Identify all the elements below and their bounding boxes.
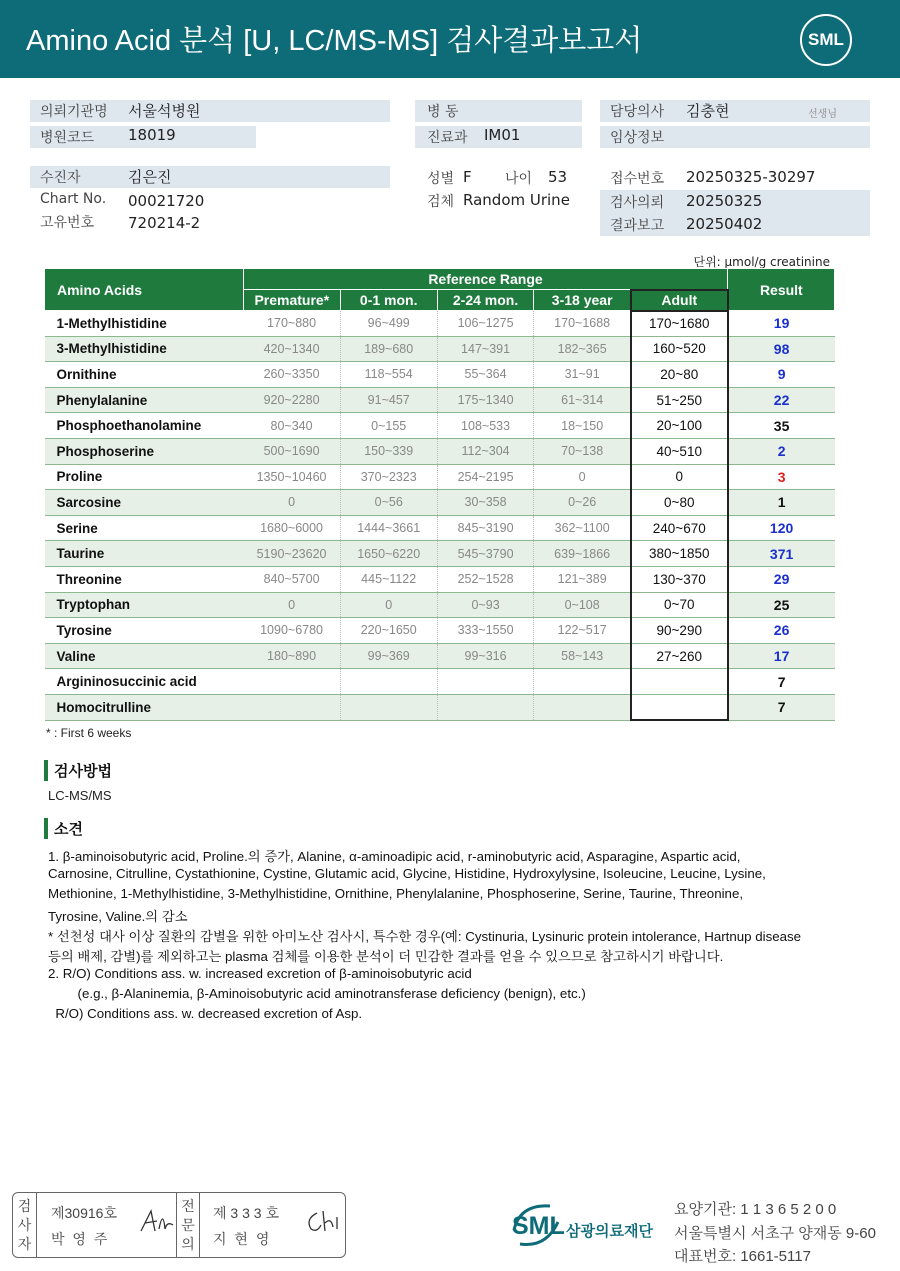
header-premature: Premature* xyxy=(243,290,340,311)
specialist-label: 전 문 의 xyxy=(176,1193,200,1257)
reference-value: 260~3350 xyxy=(243,362,340,388)
adult-reference-value: 0~80 xyxy=(631,490,728,516)
reference-value: 180~890 xyxy=(243,643,340,669)
opinion-line: 2. R/O) Conditions ass. w. increased excretion of β-aminoisobutyric acid xyxy=(48,966,472,981)
reference-value: 639~1866 xyxy=(534,541,631,567)
adult-reference-value: 20~100 xyxy=(631,413,728,439)
table-row xyxy=(45,643,835,669)
age-value: 53 xyxy=(548,168,568,186)
adult-reference-value: 40~510 xyxy=(631,438,728,464)
org-name: 삼광의료재단 xyxy=(566,1223,653,1240)
method-title: 검사방법 xyxy=(44,760,112,781)
reference-value: 545~3790 xyxy=(437,541,534,567)
amino-acid-name: Sarcosine xyxy=(45,490,244,516)
reference-value: 500~1690 xyxy=(243,438,340,464)
report-title: Amino Acid 분석 [U, LC/MS-MS] 검사결과보고서 xyxy=(26,25,643,57)
result-value: 3 xyxy=(728,464,835,490)
reference-value xyxy=(243,669,340,695)
adult-reference-value: 0 xyxy=(631,464,728,490)
adult-reference-value: 90~290 xyxy=(631,618,728,644)
uid-label: 고유번호 xyxy=(40,215,95,231)
tester-label: 검 사 자 xyxy=(13,1193,37,1257)
table-row xyxy=(45,618,835,644)
adult-reference-value xyxy=(631,669,728,695)
header-result: Result xyxy=(728,269,835,311)
table-row xyxy=(45,490,835,516)
reference-value: 0~26 xyxy=(534,490,631,516)
table-row xyxy=(45,362,835,388)
reference-value: 362~1100 xyxy=(534,515,631,541)
patient-box xyxy=(30,166,390,188)
table-row xyxy=(45,387,835,413)
dept-value: IM01 xyxy=(484,126,521,144)
doctor-label: 담당의사 xyxy=(610,104,665,120)
table-row xyxy=(45,566,835,592)
reference-value: 0 xyxy=(243,592,340,618)
reference-value: 0~56 xyxy=(340,490,437,516)
table-row xyxy=(45,541,835,567)
patient-label: 수진자 xyxy=(40,170,81,186)
reference-value: 1350~10460 xyxy=(243,464,340,490)
reference-value: 0 xyxy=(243,490,340,516)
reference-value: 1650~6220 xyxy=(340,541,437,567)
reference-value: 106~1275 xyxy=(437,311,534,337)
table-row xyxy=(45,336,835,362)
adult-reference-value: 380~1850 xyxy=(631,541,728,567)
reference-value: 175~1340 xyxy=(437,387,534,413)
signature-box xyxy=(12,1192,346,1258)
uid-value: 720214-2 xyxy=(128,214,201,232)
adult-reference-value: 0~70 xyxy=(631,592,728,618)
reference-value xyxy=(243,694,340,720)
care-number: 요양기관: 1 1 3 6 5 2 0 0 xyxy=(674,1201,837,1218)
adult-reference-value: 240~670 xyxy=(631,515,728,541)
reference-value: 122~517 xyxy=(534,618,631,644)
reference-value: 80~340 xyxy=(243,413,340,439)
reference-value: 0 xyxy=(340,592,437,618)
reference-value: 96~499 xyxy=(340,311,437,337)
amino-acid-name: Threonine xyxy=(45,566,244,592)
result-value: 1 xyxy=(728,490,835,516)
patient-value: 김은진 xyxy=(128,168,172,186)
result-value: 19 xyxy=(728,311,835,337)
table-row xyxy=(45,694,835,720)
result-value: 7 xyxy=(728,694,835,720)
reference-value: 845~3190 xyxy=(437,515,534,541)
amino-acid-name: Tryptophan xyxy=(45,592,244,618)
specimen-value: Random Urine xyxy=(463,191,570,209)
reference-value: 147~391 xyxy=(437,336,534,362)
amino-acid-name: 3-Methylhistidine xyxy=(45,336,244,362)
reference-value: 0~93 xyxy=(437,592,534,618)
reference-value: 220~1650 xyxy=(340,618,437,644)
amino-acid-name: Ornithine xyxy=(45,362,244,388)
reference-value: 99~369 xyxy=(340,643,437,669)
adult-reference-value: 51~250 xyxy=(631,387,728,413)
opinion-line: Tyrosine, Valine.의 감소 xyxy=(48,909,188,924)
chart-label: Chart No. xyxy=(40,191,107,207)
opinion-line: Methionine, 1-Methylhistidine, 3-Methylhistidine, Ornithine, Phenylalanine, Phosphoserine, Serine, Taurine, Threonine, xyxy=(48,886,744,901)
report-date-value: 20250402 xyxy=(686,215,763,233)
tester-name: 박 영 주 xyxy=(51,1231,110,1247)
result-value: 25 xyxy=(728,592,835,618)
reference-value: 1680~6000 xyxy=(243,515,340,541)
amino-acid-name: Homocitrulline xyxy=(45,694,244,720)
amino-acid-name: Proline xyxy=(45,464,244,490)
amino-acid-name: Phenylalanine xyxy=(45,387,244,413)
result-value: 35 xyxy=(728,413,835,439)
table-row xyxy=(45,464,835,490)
header-0-1-mon: 0-1 mon. xyxy=(340,290,437,311)
table-row xyxy=(45,515,835,541)
reference-value xyxy=(340,694,437,720)
unit-label: 단위: μmol/g creatinine xyxy=(693,255,830,269)
result-value: 7 xyxy=(728,669,835,695)
sex-label: 성별 xyxy=(427,171,455,187)
opinion-line: 등의 배제, 감별)를 제외하고는 plasma 검체를 이용한 분석이 더 민감한 결과를 얻을 수 있으므로 참고하시기 바랍니다. xyxy=(48,949,724,964)
reference-value: 18~150 xyxy=(534,413,631,439)
receipt-label: 접수번호 xyxy=(610,171,665,187)
reference-value: 1090~6780 xyxy=(243,618,340,644)
reference-value: 333~1550 xyxy=(437,618,534,644)
specialist-name: 지 현 영 xyxy=(213,1231,272,1247)
ward-label: 병 동 xyxy=(427,104,459,120)
doctor-value: 김충현 xyxy=(686,102,730,120)
adult-reference-value: 20~80 xyxy=(631,362,728,388)
opinion-line: (e.g., β-Alaninemia, β-Aminoisobutyric acid aminotransferase deficiency (benign), etc.) xyxy=(48,986,586,1001)
request-label: 검사의뢰 xyxy=(610,195,665,211)
adult-reference-value: 130~370 xyxy=(631,566,728,592)
reference-value: 445~1122 xyxy=(340,566,437,592)
receipt-value: 20250325-30297 xyxy=(686,168,816,186)
adult-reference-value: 170~1680 xyxy=(631,311,728,337)
reference-value xyxy=(437,694,534,720)
reference-value: 150~339 xyxy=(340,438,437,464)
report-date-label: 결과보고 xyxy=(610,218,665,234)
header-2-24-mon: 2-24 mon. xyxy=(437,290,534,311)
reference-value: 70~138 xyxy=(534,438,631,464)
reference-value xyxy=(534,669,631,695)
code-value: 18019 xyxy=(128,126,176,144)
specimen-label: 검체 xyxy=(427,194,455,210)
table-row xyxy=(45,413,835,439)
header-amino-acids: Amino Acids xyxy=(45,269,244,311)
address: 서울특별시 서초구 양재동 9-60 xyxy=(674,1225,876,1242)
reference-value: 91~457 xyxy=(340,387,437,413)
opinion-line: R/O) Conditions ass. w. decreased excretion of Asp. xyxy=(48,1006,363,1021)
header-reference-range: Reference Range xyxy=(243,269,727,290)
opinion-line: 1. β-aminoisobutyric acid, Proline.의 증가, Alanine, α-aminoadipic acid, r-aminobutyric acid, Asparagine, Aspartic acid, xyxy=(48,849,741,864)
request-value: 20250325 xyxy=(686,192,763,210)
result-value: 22 xyxy=(728,387,835,413)
amino-acid-name: 1-Methylhistidine xyxy=(45,311,244,337)
reference-value: 108~533 xyxy=(437,413,534,439)
phone: 대표번호: 1661-5117 xyxy=(674,1248,811,1265)
reference-value: 370~2323 xyxy=(340,464,437,490)
method-text: LC-MS/MS xyxy=(48,788,112,803)
reference-value: 420~1340 xyxy=(243,336,340,362)
table-row xyxy=(45,438,835,464)
reference-value: 99~316 xyxy=(437,643,534,669)
result-value: 9 xyxy=(728,362,835,388)
sml-footer-mark: SML xyxy=(512,1212,565,1240)
clinical-label: 임상정보 xyxy=(610,130,665,146)
result-value: 371 xyxy=(728,541,835,567)
result-value: 29 xyxy=(728,566,835,592)
amino-acid-name: Valine xyxy=(45,643,244,669)
reference-value: 1444~3661 xyxy=(340,515,437,541)
amino-acid-name: Serine xyxy=(45,515,244,541)
doctor-suffix: 선생님 xyxy=(808,109,837,120)
reference-value: 0~108 xyxy=(534,592,631,618)
dept-label: 진료과 xyxy=(427,130,468,146)
reference-value: 182~365 xyxy=(534,336,631,362)
specialist-number: 제 3 3 3 호 xyxy=(213,1205,279,1221)
opinion-title: 소견 xyxy=(44,818,83,839)
reference-value: 254~2195 xyxy=(437,464,534,490)
reference-value: 58~143 xyxy=(534,643,631,669)
specialist-signature xyxy=(303,1207,343,1237)
result-value: 120 xyxy=(728,515,835,541)
tester-signature xyxy=(137,1207,177,1237)
amino-acid-name: Phosphoserine xyxy=(45,438,244,464)
result-value: 98 xyxy=(728,336,835,362)
table-row xyxy=(45,311,835,337)
sex-value: F xyxy=(463,168,472,186)
table-row xyxy=(45,669,835,695)
reference-value xyxy=(534,694,631,720)
reference-value: 189~680 xyxy=(340,336,437,362)
amino-acid-name: Tyrosine xyxy=(45,618,244,644)
header-3-18-year: 3-18 year xyxy=(534,290,631,311)
reference-value: 112~304 xyxy=(437,438,534,464)
adult-reference-value: 160~520 xyxy=(631,336,728,362)
opinion-line: * 선천성 대사 이상 질환의 감별을 위한 아미노산 검사시, 특수한 경우(예: Cystinuria, Lysinuric protein intolerance, Hartnup disease xyxy=(48,929,802,944)
age-label: 나이 xyxy=(505,171,533,187)
opinion-line: Carnosine, Citrulline, Cystathionine, Cystine, Glutamic acid, Glycine, Histidine, Hydroxylysine, Isoleucine, Leucine, Lysine, xyxy=(48,866,766,881)
reference-value: 252~1528 xyxy=(437,566,534,592)
reference-value: 170~880 xyxy=(243,311,340,337)
reference-value: 0 xyxy=(534,464,631,490)
reference-value: 170~1688 xyxy=(534,311,631,337)
adult-reference-value xyxy=(631,694,728,720)
result-value: 17 xyxy=(728,643,835,669)
reference-value: 5190~23620 xyxy=(243,541,340,567)
amino-acid-table xyxy=(44,268,835,721)
reference-value: 55~364 xyxy=(437,362,534,388)
result-value: 26 xyxy=(728,618,835,644)
reference-value: 30~358 xyxy=(437,490,534,516)
tester-number: 제30916호 xyxy=(51,1205,117,1221)
hospital-label: 의뢰기관명 xyxy=(40,104,108,120)
reference-value xyxy=(437,669,534,695)
amino-acid-name: Phosphoethanolamine xyxy=(45,413,244,439)
reference-value: 920~2280 xyxy=(243,387,340,413)
report-header xyxy=(0,0,900,78)
code-label: 병원코드 xyxy=(40,130,95,146)
sml-logo: SML xyxy=(800,14,852,66)
footnote: * : First 6 weeks xyxy=(46,726,132,740)
reference-value: 31~91 xyxy=(534,362,631,388)
reference-value: 840~5700 xyxy=(243,566,340,592)
reference-value: 61~314 xyxy=(534,387,631,413)
chart-value: 00021720 xyxy=(128,192,205,210)
result-value: 2 xyxy=(728,438,835,464)
reference-value: 0~155 xyxy=(340,413,437,439)
reference-value: 118~554 xyxy=(340,362,437,388)
reference-value: 121~389 xyxy=(534,566,631,592)
hospital-value: 서울석병원 xyxy=(128,102,201,120)
adult-reference-value: 27~260 xyxy=(631,643,728,669)
table-row xyxy=(45,592,835,618)
amino-acid-name: Argininosuccinic acid xyxy=(45,669,244,695)
amino-acid-name: Taurine xyxy=(45,541,244,567)
header-adult: Adult xyxy=(631,290,728,311)
reference-value xyxy=(340,669,437,695)
